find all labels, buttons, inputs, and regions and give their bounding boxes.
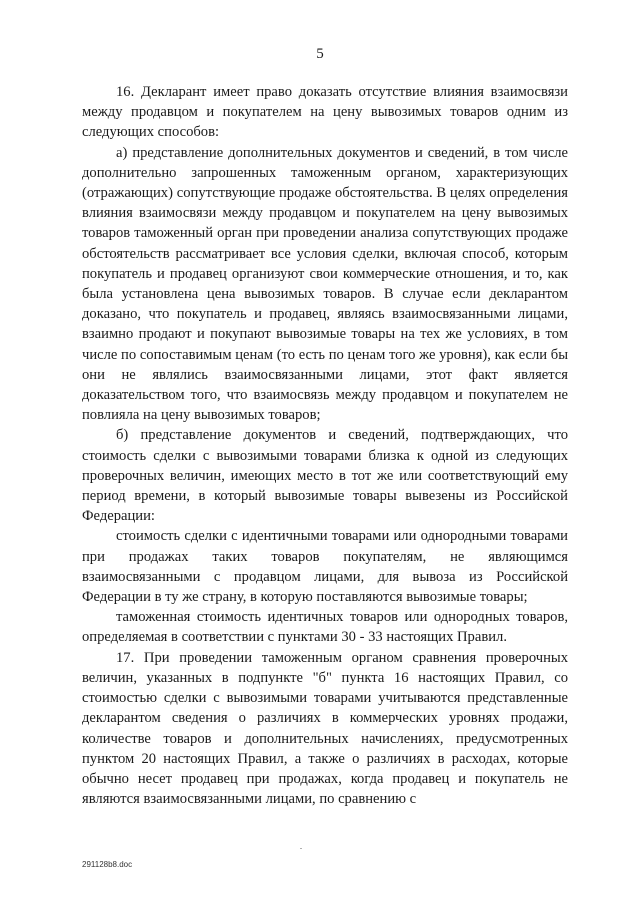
paragraph-16b-item-2: таможенная стоимость идентичных товаров или однородных товаров, определяемая в соответствии с пунктами 30 - 33 настоящих Правил. [82, 609, 568, 646]
scan-speck [300, 848, 302, 849]
paragraph-17: 17. При проведении таможенным органом сравнения проверочных величин, указанных в подпункте "б" пункта 16 настоящих Правил, со стоимостью сделки с вывозимыми товарами учитываются представленные декларантом сведения о различиях в коммерческих уровнях продажи, количестве товаров и дополнительных начислениях, предусмотренных пунктом 20 настоящих Правил, а также о различиях в расходах, которые обычно несет продавец при продажах, когда продавец и покупатель не являются взаимосвязанными лицами, по сравнению с [82, 649, 568, 808]
page-number: 5 [316, 46, 324, 62]
paragraph-16b: б) представление документов и сведений, подтверждающих, что стоимость сделки с вывозимыми товарами близка к одной из следующих проверочных величин, имеющих место в тот же или соответствующий ему период времени, в который вывозимые товары вывезены из Российской Федерации: [82, 427, 568, 525]
paragraph-16: 16. Декларант имеет право доказать отсутствие влияния взаимосвязи между продавцом и покупателем на цену вывозимых товаров одним из следующих способов: [82, 84, 568, 141]
document-body [82, 82, 568, 809]
paragraph-16a: а) представление дополнительных документов и сведений, в том числе дополнительно запрошенных таможенным органом, характеризующих (отражающих) сопутствующие продаже обстоятельства. В целях определения влияния взаимосвязи между продавцом и покупателем на цену вывозимых товаров таможенный орган при проведении анализа сопутствующих продаже обстоятельств рассматривает все условия сделки, включая способ, которым покупатель и продавец организуют свои коммерческие отношения, и то, как была установлена цена вывозимых товаров. В случае если декларантом доказано, что покупатель и продавец, являясь взаимосвязанными лицами, взаимно продают и покупают вывозимые товары на тех же условиях, в том числе по сопоставимым ценам (то есть по ценам того же уровня), как если бы они не являлись взаимосвязанными лицами, этот факт является доказательством того, что взаимосвязь между продавцом и покупателем не повлияла на цену вывозимых товаров; [82, 144, 568, 424]
footer-filename: 291128b8.doc [82, 860, 133, 869]
paragraph-16b-item-1: стоимость сделки с идентичными товарами или однородными товарами при продажах таких товаров покупателям, не являющимся взаимосвязанными с продавцом лицами, для вывоза из Российской Федерации в ту же страну, в которую поставляются вывозимые товары; [82, 528, 568, 606]
